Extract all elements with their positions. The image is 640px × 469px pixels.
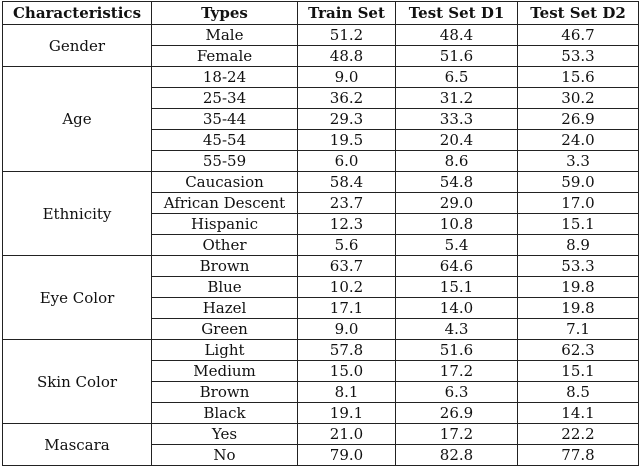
type-cell: Light [152,340,298,361]
table-row [3,25,639,46]
test-set-d1-cell: 6.3 [396,382,518,403]
test-set-d2-cell: 15.6 [518,67,639,88]
type-cell: Brown [152,382,298,403]
train-set-cell: 48.8 [298,46,396,67]
type-cell: 45-54 [152,130,298,151]
type-cell: 35-44 [152,109,298,130]
type-cell: Black [152,403,298,424]
table-body [3,25,639,466]
train-set-cell: 10.2 [298,277,396,298]
test-set-d1-cell: 26.9 [396,403,518,424]
characteristic-cell: Mascara [3,424,152,466]
train-set-cell: 15.0 [298,361,396,382]
type-cell: Other [152,235,298,256]
train-set-cell: 36.2 [298,88,396,109]
table-row [3,172,639,193]
test-set-d1-cell: 4.3 [396,319,518,340]
test-set-d2-cell: 17.0 [518,193,639,214]
train-set-cell: 5.6 [298,235,396,256]
train-set-cell: 21.0 [298,424,396,445]
characteristic-cell: Age [3,67,152,172]
type-cell: 25-34 [152,88,298,109]
test-set-d1-cell: 5.4 [396,235,518,256]
train-set-cell: 29.3 [298,109,396,130]
type-cell: Female [152,46,298,67]
type-cell: Hispanic [152,214,298,235]
test-set-d1-cell: 20.4 [396,130,518,151]
test-set-d1-cell: 51.6 [396,340,518,361]
train-set-cell: 8.1 [298,382,396,403]
characteristics-table [2,1,639,466]
train-set-cell: 17.1 [298,298,396,319]
characteristic-cell: Skin Color [3,340,152,424]
header-test-set-d2: Test Set D2 [518,2,639,25]
test-set-d1-cell: 15.1 [396,277,518,298]
type-cell: No [152,445,298,466]
test-set-d1-cell: 54.8 [396,172,518,193]
test-set-d2-cell: 7.1 [518,319,639,340]
type-cell: Brown [152,256,298,277]
characteristic-cell: Ethnicity [3,172,152,256]
table-row [3,424,639,445]
train-set-cell: 57.8 [298,340,396,361]
type-cell: Hazel [152,298,298,319]
train-set-cell: 79.0 [298,445,396,466]
test-set-d2-cell: 15.1 [518,214,639,235]
type-cell: African Descent [152,193,298,214]
table-row [3,256,639,277]
train-set-cell: 19.1 [298,403,396,424]
header-test-set-d1: Test Set D1 [396,2,518,25]
test-set-d1-cell: 64.6 [396,256,518,277]
header-train-set: Train Set [298,2,396,25]
test-set-d2-cell: 53.3 [518,46,639,67]
header-characteristics: Characteristics [3,2,152,25]
train-set-cell: 58.4 [298,172,396,193]
train-set-cell: 63.7 [298,256,396,277]
train-set-cell: 51.2 [298,25,396,46]
characteristic-cell: Gender [3,25,152,67]
table-row [3,340,639,361]
test-set-d2-cell: 30.2 [518,88,639,109]
type-cell: Male [152,25,298,46]
test-set-d2-cell: 53.3 [518,256,639,277]
test-set-d2-cell: 59.0 [518,172,639,193]
test-set-d2-cell: 19.8 [518,277,639,298]
train-set-cell: 23.7 [298,193,396,214]
train-set-cell: 12.3 [298,214,396,235]
header-types: Types [152,2,298,25]
test-set-d1-cell: 51.6 [396,46,518,67]
test-set-d1-cell: 17.2 [396,361,518,382]
test-set-d1-cell: 6.5 [396,67,518,88]
test-set-d2-cell: 24.0 [518,130,639,151]
test-set-d2-cell: 62.3 [518,340,639,361]
test-set-d1-cell: 48.4 [396,25,518,46]
test-set-d2-cell: 8.5 [518,382,639,403]
test-set-d2-cell: 22.2 [518,424,639,445]
type-cell: Yes [152,424,298,445]
type-cell: 55-59 [152,151,298,172]
test-set-d2-cell: 15.1 [518,361,639,382]
test-set-d2-cell: 14.1 [518,403,639,424]
train-set-cell: 6.0 [298,151,396,172]
type-cell: Medium [152,361,298,382]
test-set-d1-cell: 29.0 [396,193,518,214]
test-set-d1-cell: 10.8 [396,214,518,235]
test-set-d1-cell: 14.0 [396,298,518,319]
test-set-d2-cell: 19.8 [518,298,639,319]
test-set-d1-cell: 33.3 [396,109,518,130]
header-row [3,2,639,25]
test-set-d2-cell: 77.8 [518,445,639,466]
type-cell: Blue [152,277,298,298]
test-set-d2-cell: 26.9 [518,109,639,130]
test-set-d2-cell: 8.9 [518,235,639,256]
test-set-d2-cell: 46.7 [518,25,639,46]
test-set-d1-cell: 8.6 [396,151,518,172]
train-set-cell: 9.0 [298,319,396,340]
train-set-cell: 19.5 [298,130,396,151]
type-cell: 18-24 [152,67,298,88]
type-cell: Caucasion [152,172,298,193]
train-set-cell: 9.0 [298,67,396,88]
test-set-d1-cell: 17.2 [396,424,518,445]
table-row [3,67,639,88]
test-set-d1-cell: 31.2 [396,88,518,109]
test-set-d1-cell: 82.8 [396,445,518,466]
characteristic-cell: Eye Color [3,256,152,340]
type-cell: Green [152,319,298,340]
test-set-d2-cell: 3.3 [518,151,639,172]
